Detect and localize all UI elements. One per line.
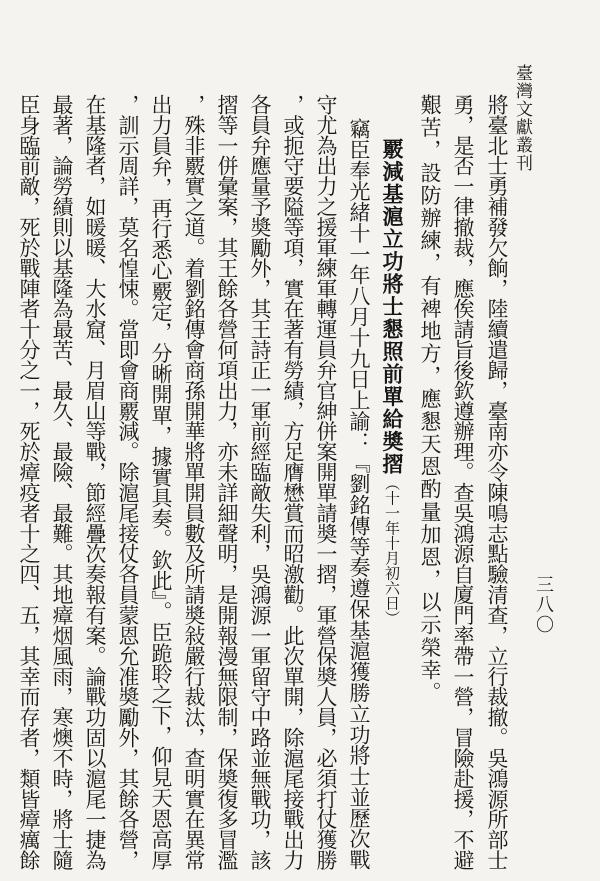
memorial-title: [382, 138, 403, 626]
text-column-14: 最著，論勞績則以基隆為最苦、最久、最險、最難。其地瘴烟風雨，寒燠不時，將士隨: [50, 94, 74, 870]
page-number: 三八〇: [533, 575, 554, 635]
text-column-5: 竊臣奉光緒十一年八月十九日上諭：『劉銘傳等奏遵保基滬獲勝立功將士並歷次戰: [347, 118, 371, 870]
text-column-2: 勇，是否一律撤裁，應俟請旨後欽遵辦理。查吳鴻源自廈門率帶一營，冒險赴援，不避: [451, 94, 475, 870]
text-column-1: 將臺北士勇補發欠餉，陸續遣歸，臺南亦令陳鳴志點驗清查，立行裁撤。吳鴻源所部士: [485, 94, 509, 870]
text-column-10: ，殊非覈實之道。着劉銘傳會商孫開華將單開員數及所請奬敍嚴行裁汰，查明實在異常: [182, 94, 206, 870]
text-column-11: 出力員弁，再行悉心覈定，分晰開單，據實具奏。欽此』。臣跪聆之下，仰見天恩高厚: [149, 94, 173, 870]
text-column-8: 各員弁應量予奬勵外，其王詩正一軍前經臨敵失利，吳鴻源一軍留守中路並無戰功，該: [248, 94, 272, 870]
text-column-9: 摺等一併彙案，其王餘各營何項出力，亦未詳細聲明，是開報漫無限制，保奬復多冒濫: [215, 94, 239, 870]
running-header: 臺灣文獻叢刊: [512, 64, 532, 172]
text-column-12: ，訓示周詳，莫名惶悚。當即會商覈減。除滬尾接仗各員蒙恩允准奬勵外，其餘各營，: [116, 94, 140, 870]
text-column-7: ，或扼守要隘等項，實在著有勞績，方足膺懋賞而昭激勸。此次單開，除滬尾接戰出力: [281, 94, 305, 870]
text-column-3: 艱苦，設防辦練，有裨地方，應懇天恩酌量加恩，以示榮幸。: [418, 94, 442, 705]
text-column-15: 臣身臨前敵，死於戰陣者十分之一，死於瘴疫者十之四、五，其幸而存者，類皆瘴癘餘: [17, 94, 41, 870]
memorial-title-main: 覈減基滬立功將士懇照前單給奬摺: [380, 138, 405, 476]
text-column-6: 守尤為出力之援軍練軍轉運員弁官紳併案開單請奬一摺，軍營保奬人員，必須打仗獲勝: [314, 94, 338, 870]
text-column-13: 在基隆者，如暖暖、大水窟、月眉山等戰，節經疊次奏報有案。論戰功固以滬尾一捷為: [83, 94, 107, 870]
memorial-title-date: （十一年十月初六日）: [383, 475, 401, 626]
